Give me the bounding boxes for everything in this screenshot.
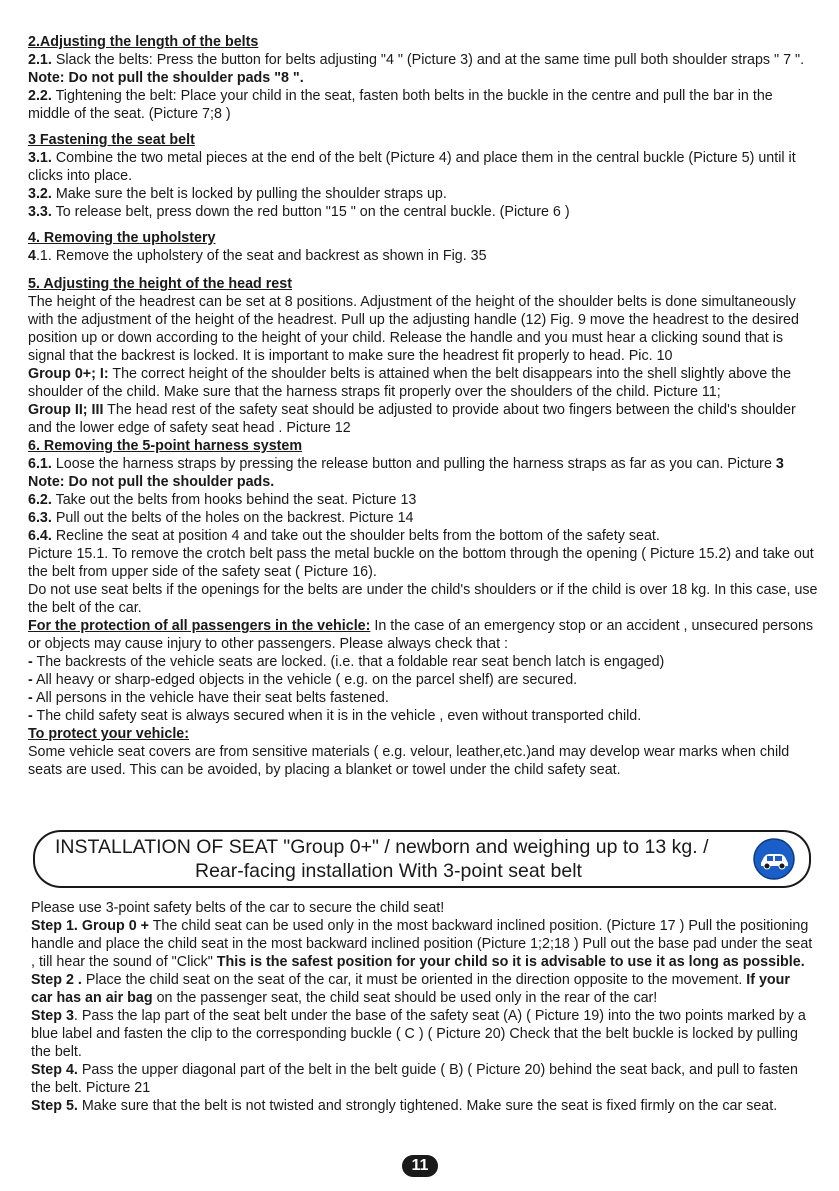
list-item: - All heavy or sharp-edged objects in the vehicle ( e.g. on the parcel shelf) are secured. xyxy=(28,672,578,688)
section-heading: 6. Removing the 5-point harness system xyxy=(28,438,303,454)
paragraph: 6.2. Take out the belts from hooks behind the seat. Picture 13 xyxy=(28,492,417,508)
banner-subtitle: Rear-facing installation With 3-point seat belt xyxy=(195,860,582,882)
section-head-rest xyxy=(28,275,818,437)
section-heading: 4. Removing the upholstery xyxy=(28,230,216,246)
paragraph: Picture 15.1. To remove the crotch belt pass the metal buckle on the bottom through the opening ( Picture 15.2) and take out the belt from upper side of the safety seat ( Picture 16). xyxy=(28,546,814,580)
section-harness xyxy=(28,437,818,617)
paragraph: Group 0+; I: The correct height of the shoulder belts is attained when the belt disappears into the shell slightly above the shoulder of the child. Make sure that the harness straps fit properly over the shoulders of the child. Picture 11; xyxy=(28,366,792,400)
car-icon xyxy=(753,838,795,880)
list-item: - The child safety seat is always secured when it is in the vehicle , even without transported child. xyxy=(28,708,642,724)
list-item: - All persons in the vehicle have their seat belts fastened. xyxy=(28,690,389,706)
section-heading: 2.Adjusting the length of the belts xyxy=(28,34,259,50)
installation-banner xyxy=(33,830,811,888)
paragraph: 6.1. Loose the harness straps by pressing the release button and pulling the harness straps as far as you can. Picture 3 Note: Do not pull the shoulder pads. xyxy=(28,456,784,490)
list-item: - The backrests of the vehicle seats are locked. (i.e. that a foldable rear seat bench latch is engaged) xyxy=(28,654,665,670)
page-number: 11 xyxy=(402,1155,438,1177)
paragraph: 3.3. To release belt, press down the red button "15 " on the central buckle. (Picture 6 ) xyxy=(28,204,570,220)
paragraph: The height of the headrest can be set at 8 positions. Adjustment of the height of the shoulder belts is done simultaneously with the adjustment of the height of the headrest. Pull up the adjusting handle (12) Fig. 9 move the headrest to the desired position up or down according to the height of your child. Release the handle and you must hear a clicking sound that is signal that the backrest is locked. It is important to make sure the headrest fit properly to head. Pic. 10 xyxy=(28,294,799,364)
paragraph: 4.1. Remove the upholstery of the seat and backrest as shown in Fig. 35 xyxy=(28,248,487,264)
section-vehicle xyxy=(28,725,818,779)
paragraph: 3.2. Make sure the belt is locked by pulling the shoulder straps up. xyxy=(28,186,447,202)
installation-steps xyxy=(31,899,813,1115)
step-1: Step 1. Group 0 + The child seat can be used only in the most backward inclined position. (Picture 17 ) Pull the positioning handle and place the child seat in the most backward inclined position (Picture 1;2;18 ) Pull out the base pad under the seat , till hear the sound of "Click" This is the safest position for your child so it is advisable to use it as long as possible. xyxy=(31,918,813,970)
section-heading: To protect your vehicle: xyxy=(28,726,190,742)
paragraph: Do not use seat belts if the openings for the belts are under the child's shoulders or if the child is over 18 kg. In this case, use the belt of the car. xyxy=(28,582,818,616)
step-4: Step 4. Pass the upper diagonal part of the belt in the belt guide ( B) ( Picture 20) behind the seat back, and pull to fasten the belt. Picture 21 xyxy=(31,1062,798,1096)
section-fastening xyxy=(28,131,818,221)
section-heading: 3 Fastening the seat belt xyxy=(28,132,195,148)
banner-title: INSTALLATION OF SEAT "Group 0+" / newborn and weighing up to 13 kg. / xyxy=(55,836,709,858)
section-belt-length xyxy=(28,33,818,123)
paragraph: For the protection of all passengers in the vehicle: In the case of an emergency stop or an accident , unsecured persons or objects may cause injury to other passengers. Please always check that : xyxy=(28,618,814,652)
paragraph: 6.4. Recline the seat at position 4 and take out the shoulder belts from the bottom of the safety seat. xyxy=(28,528,660,544)
paragraph: 6.3. Pull out the belts of the holes on the backrest. Picture 14 xyxy=(28,510,414,526)
paragraph: 2.2. Tightening the belt: Place your child in the seat, fasten both belts in the buckle in the centre and pull the bar in the middle of the seat. (Picture 7;8 ) xyxy=(28,88,773,122)
section-upholstery xyxy=(28,229,818,265)
section-protection xyxy=(28,617,818,725)
paragraph: Please use 3-point safety belts of the car to secure the child seat! xyxy=(31,900,445,916)
step-2: Step 2 . Place the child seat on the seat of the car, it must be oriented in the direction opposite to the movement. If your car has an air bag on the passenger seat, the child seat should be used only in the rear of the car! xyxy=(31,972,790,1006)
step-3: Step 3. Pass the lap part of the seat belt under the base of the safety seat (A) ( Picture 19) into the two points marked by a blue label and fasten the clip to the corresponding buckle ( C ) ( Picture 20) Check that the belt buckle is locked by pulling the belt. xyxy=(31,1008,806,1060)
instructions-body xyxy=(28,33,818,779)
paragraph: 2.1. Slack the belts: Press the button for belts adjusting "4 " (Picture 3) and at the same time pull both shoulder straps " 7 ". Note: Do not pull the shoulder pads "8 ". xyxy=(28,52,805,86)
step-5: Step 5. Make sure that the belt is not twisted and strongly tightened. Make sure the seat is fixed firmly on the car seat. xyxy=(31,1098,778,1114)
paragraph: 3.1. Combine the two metal pieces at the end of the belt (Picture 4) and place them in the central buckle (Picture 5) until it clicks into place. xyxy=(28,150,796,184)
paragraph: Some vehicle seat covers are from sensitive materials ( e.g. velour, leather,etc.)and may develop wear marks when child seats are used. This can be avoided, by placing a blanket or towel under the child safety seat. xyxy=(28,744,790,778)
paragraph: Group II; III The head rest of the safety seat should be adjusted to provide about two fingers between the child's shoulder and the lower edge of safety seat head . Picture 12 xyxy=(28,402,796,436)
section-heading: 5. Adjusting the height of the head rest xyxy=(28,276,292,292)
